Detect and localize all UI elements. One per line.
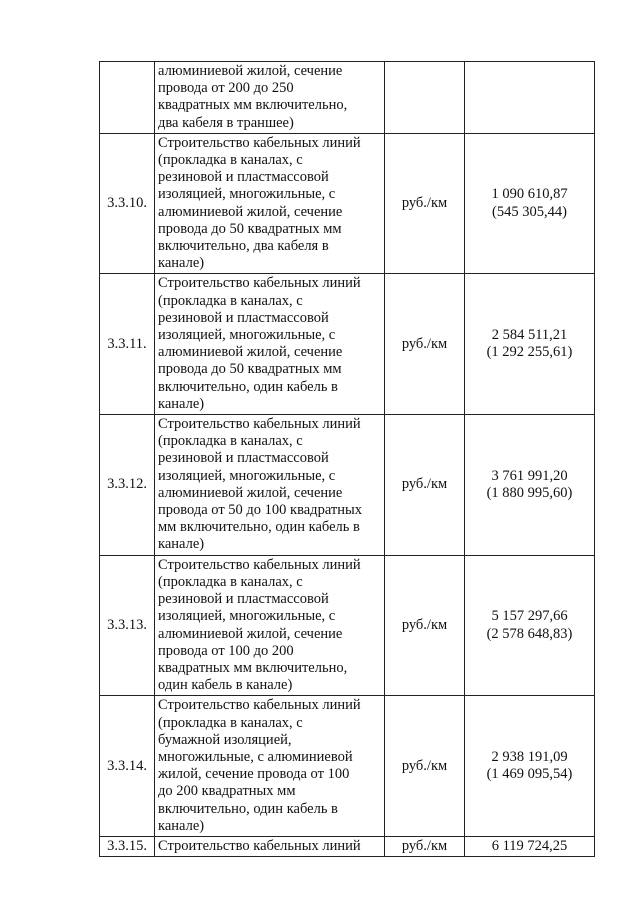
item-number: 3.3.15. <box>100 836 155 856</box>
item-price <box>465 62 595 134</box>
tariff-table <box>99 61 595 857</box>
table-row <box>100 836 595 856</box>
item-unit <box>385 62 465 134</box>
item-number: 3.3.11. <box>100 274 155 415</box>
item-price: 5 157 297,66 (2 578 648,83) <box>465 555 595 696</box>
item-number: 3.3.12. <box>100 415 155 556</box>
table-row <box>100 133 595 274</box>
table-row <box>100 696 595 837</box>
item-number: 3.3.13. <box>100 555 155 696</box>
item-unit: руб./км <box>385 415 465 556</box>
item-description: Строительство кабельных линий (прокладка в каналах, с резиновой и пластмассовой изоляцией, многожильные, с алюминиевой жилой, сечение провода до 50 квадратных мм включительно, один кабель в канале) <box>155 274 385 415</box>
item-unit: руб./км <box>385 836 465 856</box>
item-unit: руб./км <box>385 696 465 837</box>
item-description: Строительство кабельных линий (прокладка в каналах, с резиновой и пластмассовой изоляцией, многожильные, с алюминиевой жилой, сечение провода до 50 квадратных мм включительно, два кабеля в канале) <box>155 133 385 274</box>
item-description: Строительство кабельных линий (прокладка в каналах, с бумажной изоляцией, многожильные, с алюминиевой жилой, сечение провода от 100 до 200 квадратных мм включительно, один кабель в канале) <box>155 696 385 837</box>
item-description: Строительство кабельных линий (прокладка в каналах, с резиновой и пластмассовой изоляцией, многожильные, с алюминиевой жилой, сечение провода от 100 до 200 квадратных мм включительно, один кабель в канале) <box>155 555 385 696</box>
item-price: 6 119 724,25 <box>465 836 595 856</box>
item-price: 2 584 511,21 (1 292 255,61) <box>465 274 595 415</box>
item-price: 2 938 191,09 (1 469 095,54) <box>465 696 595 837</box>
item-price: 1 090 610,87 (545 305,44) <box>465 133 595 274</box>
item-description: Строительство кабельных линий <box>155 836 385 856</box>
table-row <box>100 62 595 134</box>
item-unit: руб./км <box>385 555 465 696</box>
table-row <box>100 555 595 696</box>
item-description: алюминиевой жилой, сечение провода от 200 до 250 квадратных мм включительно, два кабеля в траншее) <box>155 62 385 134</box>
item-number: 3.3.10. <box>100 133 155 274</box>
item-number: 3.3.14. <box>100 696 155 837</box>
item-price: 3 761 991,20 (1 880 995,60) <box>465 415 595 556</box>
item-number <box>100 62 155 134</box>
table-row <box>100 274 595 415</box>
item-unit: руб./км <box>385 274 465 415</box>
item-unit: руб./км <box>385 133 465 274</box>
item-description: Строительство кабельных линий (прокладка в каналах, с резиновой и пластмассовой изоляцией, многожильные, с алюминиевой жилой, сечение провода от 50 до 100 квадратных мм включительно, один кабель в канале) <box>155 415 385 556</box>
table-row <box>100 415 595 556</box>
